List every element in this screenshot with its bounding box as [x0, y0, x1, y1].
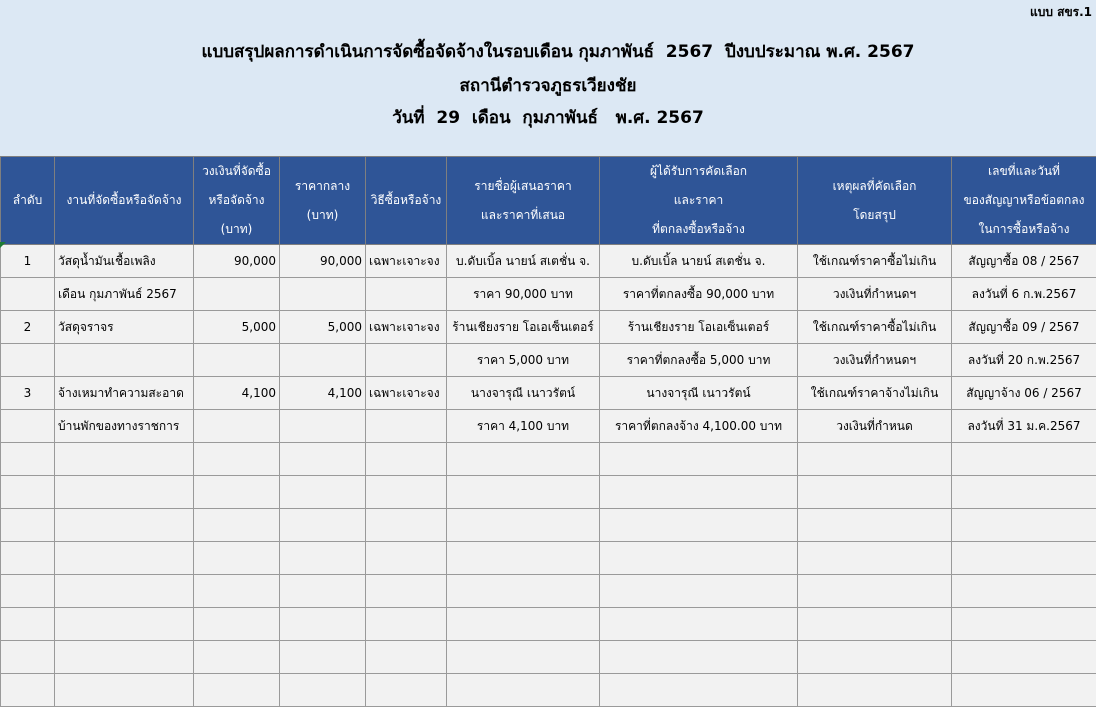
header-contract [952, 157, 1096, 245]
cell-reason[interactable]: ใช้เกณฑ์ราคาจ้างไม่เกิน [798, 377, 952, 410]
header-line: งานที่จัดซื้อหรือจัดจ้าง [57, 186, 191, 215]
header-line: วงเงินที่จัดซื้อ [196, 157, 277, 186]
cell-method[interactable] [366, 641, 447, 674]
cell-bidders[interactable] [447, 443, 600, 476]
header-line: (บาท) [282, 201, 363, 230]
cell-reason[interactable]: ใช้เกณฑ์ราคาซื้อไม่เกิน [798, 311, 952, 344]
cell-bidders[interactable] [447, 575, 600, 608]
cell-selected[interactable] [600, 575, 798, 608]
header-line: ลำดับ [3, 186, 52, 215]
header-line: เลขที่และวันที่ [954, 157, 1094, 186]
cell-item[interactable]: บ้านพักของทางราชการ [55, 410, 194, 443]
cell-median-price[interactable] [280, 608, 366, 641]
cell-item[interactable] [55, 344, 194, 377]
cell-seq[interactable] [1, 608, 55, 641]
cell-method[interactable] [366, 575, 447, 608]
header-line: หรือจัดจ้าง [196, 186, 277, 215]
cell-method[interactable]: เฉพาะเจาะจง [366, 245, 447, 278]
header-line: (บาท) [196, 215, 277, 244]
cell-contract[interactable] [952, 476, 1096, 509]
header-line: ในการซื้อหรือจ้าง [954, 215, 1094, 244]
cell-seq[interactable] [1, 443, 55, 476]
cell-reason[interactable]: วงเงินที่กำหนดฯ [798, 344, 952, 377]
cell-contract[interactable]: สัญญาซื้อ 08 / 2567 [952, 245, 1096, 278]
cell-method[interactable] [366, 278, 447, 311]
cell-item[interactable] [55, 575, 194, 608]
table-row [1, 443, 1096, 476]
cell-bidders[interactable]: ราคา 90,000 บาท [447, 278, 600, 311]
table-row [1, 542, 1096, 575]
cell-budget[interactable]: 90,000 [194, 245, 280, 278]
cell-median-price[interactable] [280, 641, 366, 674]
cell-bidders[interactable]: ร้านเชียงราย โอเอเซ็นเตอร์ [447, 311, 600, 344]
cell-reason[interactable] [798, 641, 952, 674]
cell-median-price[interactable] [280, 476, 366, 509]
cell-method[interactable] [366, 542, 447, 575]
table-row [1, 278, 1096, 311]
cell-contract[interactable]: สัญญาซื้อ 09 / 2567 [952, 311, 1096, 344]
cell-item[interactable] [55, 608, 194, 641]
cell-budget[interactable] [194, 410, 280, 443]
cell-seq[interactable] [1, 476, 55, 509]
header-line: ที่ตกลงซื้อหรือจ้าง [602, 215, 795, 244]
header-line: ของสัญญาหรือข้อตกลง [954, 186, 1094, 215]
cell-item[interactable]: เดือน กุมภาพันธ์ 2567 [55, 278, 194, 311]
cell-item[interactable] [55, 443, 194, 476]
cell-median-price[interactable]: 5,000 [280, 311, 366, 344]
cell-median-price[interactable] [280, 542, 366, 575]
cell-median-price[interactable] [280, 443, 366, 476]
table-row [1, 410, 1096, 443]
cell-budget[interactable] [194, 476, 280, 509]
cell-bidders[interactable]: ราคา 4,100 บาท [447, 410, 600, 443]
cell-reason[interactable]: วงเงินที่กำหนด [798, 410, 952, 443]
table-row [1, 641, 1096, 674]
cell-reason[interactable] [798, 476, 952, 509]
cell-method[interactable] [366, 476, 447, 509]
cell-median-price[interactable]: 4,100 [280, 377, 366, 410]
cell-seq[interactable] [1, 641, 55, 674]
cell-budget[interactable] [194, 344, 280, 377]
header-selected [600, 157, 798, 245]
cell-reason[interactable] [798, 509, 952, 542]
cell-bidders[interactable] [447, 542, 600, 575]
cell-selected[interactable]: ราคาที่ตกลงซื้อ 90,000 บาท [600, 278, 798, 311]
cell-budget[interactable] [194, 641, 280, 674]
cell-contract[interactable]: ลงวันที่ 6 ก.พ.2567 [952, 278, 1096, 311]
cell-selected[interactable] [600, 476, 798, 509]
header-budget [194, 157, 280, 245]
cell-seq[interactable] [1, 344, 55, 377]
cell-budget[interactable] [194, 443, 280, 476]
cell-method[interactable] [366, 509, 447, 542]
cell-contract[interactable] [952, 608, 1096, 641]
cell-method[interactable] [366, 443, 447, 476]
cell-seq[interactable]: 1 [1, 245, 55, 278]
cell-reason[interactable]: วงเงินที่กำหนดฯ [798, 278, 952, 311]
header-seq [1, 157, 55, 245]
report-header [0, 0, 1096, 156]
table-row [1, 311, 1096, 344]
cell-reason[interactable] [798, 542, 952, 575]
cell-selected[interactable]: ร้านเชียงราย โอเอเซ็นเตอร์ [600, 311, 798, 344]
table-row [1, 344, 1096, 377]
cell-bidders[interactable]: บ.ดับเบิ้ล นายน์ สเตชั่น จ. [447, 245, 600, 278]
cell-seq[interactable]: 3 [1, 377, 55, 410]
cell-median-price[interactable] [280, 410, 366, 443]
header-bidders [447, 157, 600, 245]
header-median-price [280, 157, 366, 245]
cell-median-price[interactable] [280, 575, 366, 608]
cell-budget[interactable] [194, 509, 280, 542]
cell-selected[interactable]: ราคาที่ตกลงซื้อ 5,000 บาท [600, 344, 798, 377]
cell-method[interactable]: เฉพาะเจาะจง [366, 311, 447, 344]
cell-method[interactable]: เฉพาะเจาะจง [366, 377, 447, 410]
header-line: วิธีซื้อหรือจ้าง [368, 186, 444, 215]
header-method [366, 157, 447, 245]
station-name: สถานีตำรวจภูธรเวียงชัย [0, 72, 1096, 99]
cell-contract[interactable] [952, 641, 1096, 674]
cell-bidders[interactable] [447, 641, 600, 674]
header-reason [798, 157, 952, 245]
cell-method[interactable] [366, 344, 447, 377]
cell-seq[interactable]: 2 [1, 311, 55, 344]
cell-median-price[interactable] [280, 344, 366, 377]
cell-seq[interactable] [1, 278, 55, 311]
cell-item[interactable]: วัสดุจราจร [55, 311, 194, 344]
cell-median-price[interactable]: 90,000 [280, 245, 366, 278]
cell-selected[interactable] [600, 608, 798, 641]
cell-selected[interactable] [600, 641, 798, 674]
cell-contract[interactable] [952, 542, 1096, 575]
cell-median-price[interactable] [280, 278, 366, 311]
header-line: รายชื่อผู้เสนอราคา [449, 172, 597, 201]
cell-bidders[interactable]: ราคา 5,000 บาท [447, 344, 600, 377]
cell-selected[interactable] [600, 443, 798, 476]
cell-item[interactable] [55, 542, 194, 575]
cell-seq[interactable] [1, 509, 55, 542]
cell-budget[interactable]: 5,000 [194, 311, 280, 344]
cell-method[interactable] [366, 608, 447, 641]
cell-bidders[interactable] [447, 476, 600, 509]
cell-reason[interactable] [798, 608, 952, 641]
cell-budget[interactable] [194, 608, 280, 641]
cell-median-price[interactable] [280, 509, 366, 542]
table-row [1, 575, 1096, 608]
cell-item[interactable] [55, 641, 194, 674]
cell-reason[interactable] [798, 575, 952, 608]
cell-bidders[interactable]: นางจารุณี เนาวรัตน์ [447, 377, 600, 410]
cell-selected[interactable]: นางจารุณี เนาวรัตน์ [600, 377, 798, 410]
cell-budget[interactable] [194, 542, 280, 575]
cell-method[interactable] [366, 410, 447, 443]
cell-comment-marker [0, 242, 6, 248]
cell-item[interactable]: จ้างเหมาทำความสะอาด [55, 377, 194, 410]
cell-selected[interactable] [600, 542, 798, 575]
cell-item[interactable] [55, 476, 194, 509]
cell-selected[interactable]: ราคาที่ตกลงจ้าง 4,100.00 บาท [600, 410, 798, 443]
header-line: เหตุผลที่คัดเลือก [800, 172, 949, 201]
cell-budget[interactable] [194, 575, 280, 608]
cell-item[interactable]: วัสดุน้ำมันเชื้อเพลิง [55, 245, 194, 278]
cell-budget[interactable]: 4,100 [194, 377, 280, 410]
table-header-row [1, 157, 1096, 245]
cell-item[interactable] [55, 509, 194, 542]
cell-seq[interactable] [1, 410, 55, 443]
header-line: ราคากลาง [282, 172, 363, 201]
header-line: และราคาที่เสนอ [449, 201, 597, 230]
form-code: แบบ สขร.1 [1030, 3, 1092, 22]
cell-bidders[interactable] [447, 509, 600, 542]
cell-bidders[interactable] [447, 608, 600, 641]
cell-contract[interactable] [952, 509, 1096, 542]
cell-contract[interactable]: ลงวันที่ 31 ม.ค.2567 [952, 410, 1096, 443]
cell-reason[interactable] [798, 443, 952, 476]
cell-contract[interactable] [952, 575, 1096, 608]
header-line: โดยสรุป [800, 201, 949, 230]
header-line: และราคา [602, 186, 795, 215]
cell-contract[interactable]: สัญญาจ้าง 06 / 2567 [952, 377, 1096, 410]
cell-budget[interactable] [194, 278, 280, 311]
cell-reason[interactable]: ใช้เกณฑ์ราคาซื้อไม่เกิน [798, 245, 952, 278]
table-row [1, 608, 1096, 641]
cell-selected[interactable]: บ.ดับเบิ้ล นายน์ สเตชั่น จ. [600, 245, 798, 278]
header-item [55, 157, 194, 245]
report-date: วันที่ 29 เดือน กุมภาพันธ์ พ.ศ. 2567 [0, 104, 1096, 131]
table-row [1, 245, 1096, 278]
report-title: แบบสรุปผลการดำเนินการจัดซื้อจัดจ้างในรอบเดือน กุมภาพันธ์ 2567 ปีงบประมาณ พ.ศ. 2567 [10, 38, 1096, 65]
table-row [1, 476, 1096, 509]
cell-contract[interactable]: ลงวันที่ 20 ก.พ.2567 [952, 344, 1096, 377]
cell-selected[interactable] [600, 509, 798, 542]
table-row [1, 509, 1096, 542]
cell-contract[interactable] [952, 443, 1096, 476]
table-row [1, 377, 1096, 410]
procurement-table [0, 156, 1096, 707]
cell-seq[interactable] [1, 542, 55, 575]
cell-seq[interactable] [1, 575, 55, 608]
header-line: ผู้ได้รับการคัดเลือก [602, 157, 795, 186]
